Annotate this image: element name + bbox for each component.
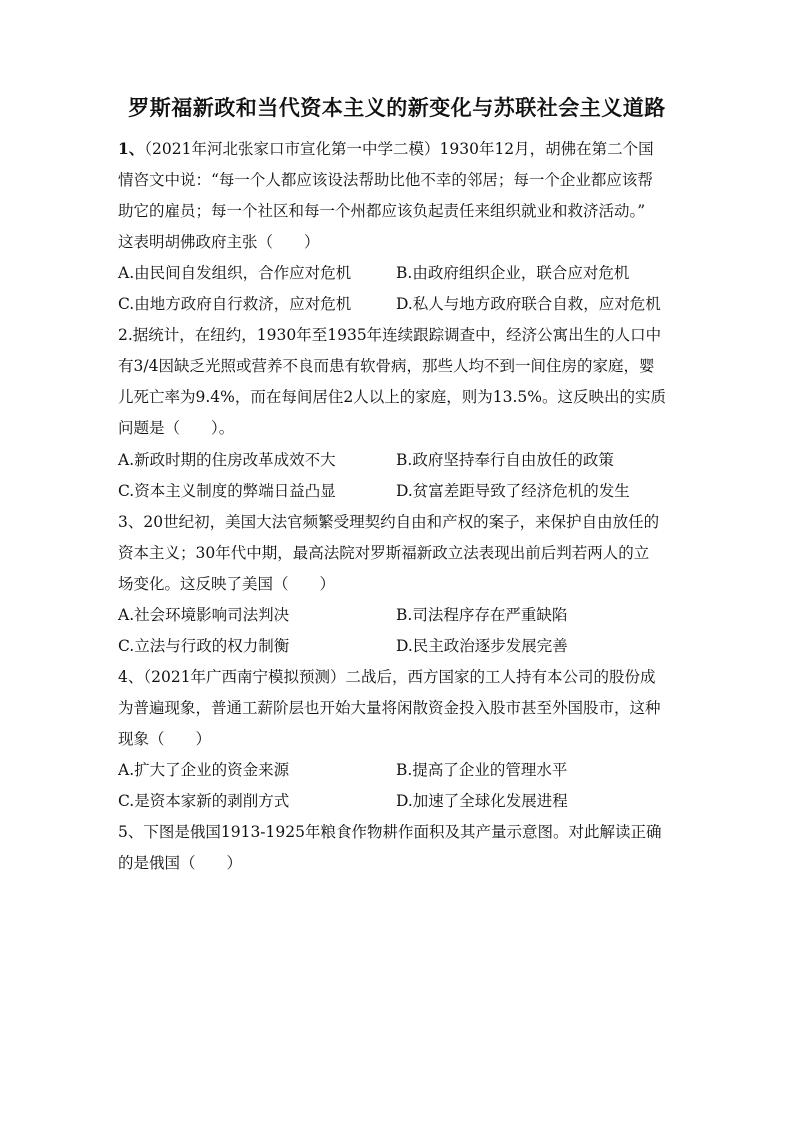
question-4-option-d: D.加速了全球化发展进程 — [396, 792, 568, 810]
question-3-option-d: D.民主政治逐步发展完善 — [396, 637, 568, 655]
question-1-line-3: 助它的雇员；每一个社区和每一个州都应该负起责任来组织就业和救济活动。” — [118, 202, 646, 220]
question-2-option-a: A.新政时期的住房改革成效不大 — [118, 451, 336, 469]
question-3-option-c: C.立法与行政的权力制衡 — [118, 637, 290, 655]
question-1-line-2: 情咨文中说：“每一个人都应该设法帮助比他不幸的邻居；每一个企业都应该帮 — [118, 171, 653, 189]
question-1-option-a: A.由民间自发组织，合作应对危机 — [118, 264, 352, 282]
question-5-line-1: 5、下图是俄国1913-1925年粮食作物耕作面积及其产量示意图。对此解读正确 — [118, 823, 662, 841]
question-1-line-1 — [118, 139, 654, 159]
question-4-option-c: C.是资本家新的剥削方式 — [118, 792, 290, 810]
question-2-line-3: 儿死亡率为9.4%，而在每间居住2人以上的家庭，则为13.5%。这反映出的实质 — [118, 388, 666, 406]
question-5-line-2: 的是俄国（ ） — [118, 854, 243, 872]
question-1-option-c: C.由地方政府自行救济，应对危机 — [118, 295, 352, 313]
question-4-option-b: B.提高了企业的管理水平 — [396, 761, 568, 779]
question-2-option-b: B.政府坚持奉行自由放任的政策 — [396, 451, 614, 469]
question-2-option-c: C.资本主义制度的弊端日益凸显 — [118, 482, 336, 500]
question-1-line-4: 这表明胡佛政府主张（ ） — [118, 233, 320, 251]
question-4-option-a: A.扩大了企业的资金来源 — [118, 761, 290, 779]
question-3-option-a: A.社会环境影响司法判决 — [118, 606, 290, 624]
question-4-line-3: 现象（ ） — [118, 730, 212, 748]
question-3-option-b: B.司法程序存在严重缺陷 — [396, 606, 568, 624]
question-2-line-4: 问题是（ ）。 — [118, 419, 235, 437]
question-1-option-d: D.私人与地方政府联合自救，应对危机 — [396, 295, 661, 313]
question-2-line-1: 2.据统计，在纽约，1930年至1935年连续跟踪调查中，经济公寓出生的人口中 — [118, 326, 662, 344]
question-3-line-1: 3、20世纪初，美国大法官频繁受理契约自由和产权的案子，来保护自由放任的 — [118, 513, 660, 531]
question-1-option-b: B.由政府组织企业，联合应对危机 — [396, 264, 630, 282]
page-title: 罗斯福新政和当代资本主义的新变化与苏联社会主义道路 — [128, 95, 666, 120]
question-1-number: 1、 — [118, 139, 145, 158]
question-2-option-d: D.贫富差距导致了经济危机的发生 — [396, 482, 630, 500]
question-4-line-2: 为普遍现象，普通工薪阶层也开始大量将闲散资金投入股市甚至外国股市，这种 — [118, 699, 661, 717]
question-2-line-2: 有3/4因缺乏光照或营养不良而患有软骨病，那些人均不到一间住房的家庭，婴 — [118, 357, 655, 375]
question-4-line-1: 4、（2021年广西南宁模拟预测）二战后，西方国家的工人持有本公司的股份成 — [118, 668, 656, 686]
question-3-line-3: 场变化。这反映了美国（ ） — [118, 575, 336, 593]
question-1-text: （2021年河北张家口市宣化第一中学二模）1930年12月，胡佛在第二个国 — [144, 140, 654, 158]
question-3-line-2: 资本主义；30年代中期，最高法院对罗斯福新政立法表现出前后判若两人的立 — [118, 544, 650, 562]
